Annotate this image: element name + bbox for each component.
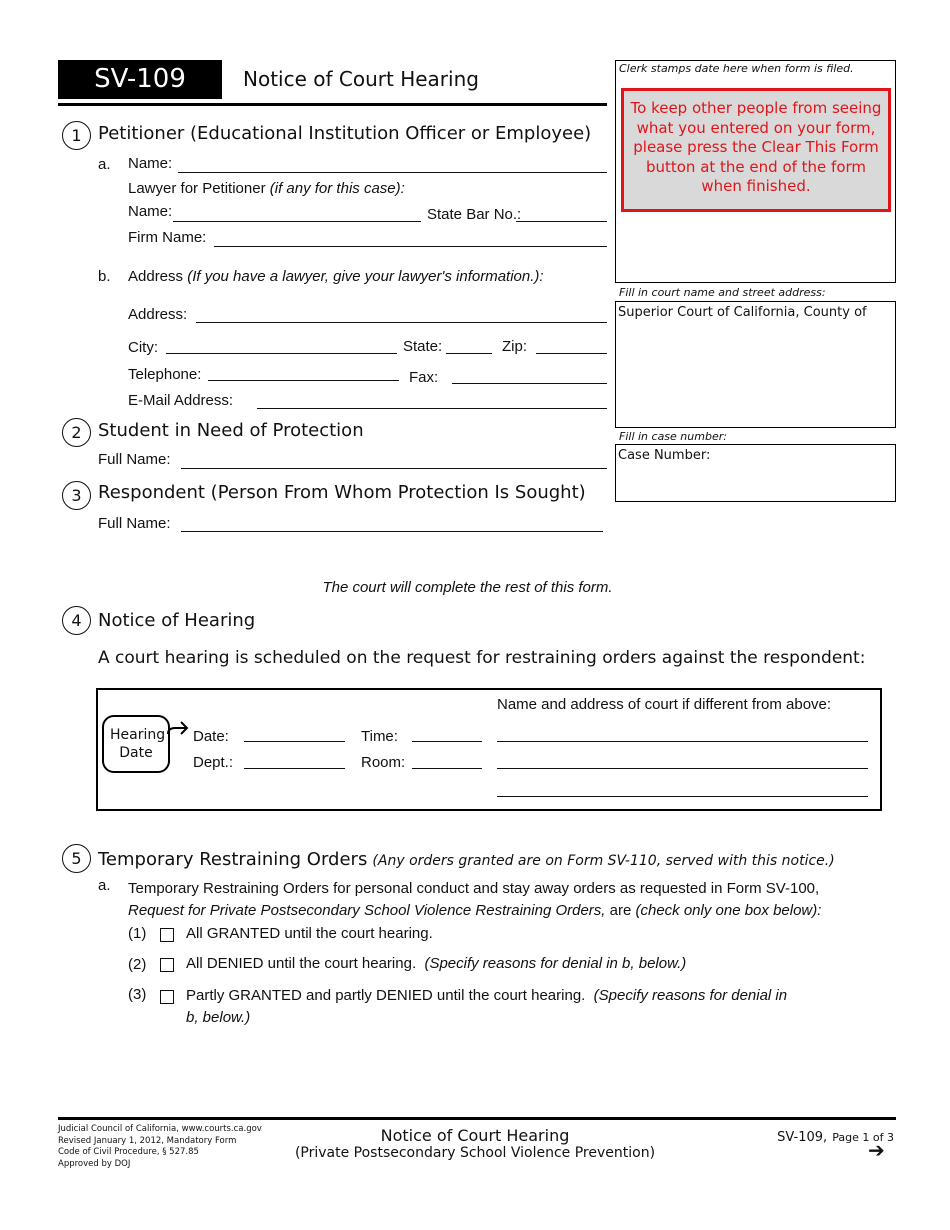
option-2-text: All DENIED until the court hearing. bbox=[186, 955, 417, 972]
footer-subtitle: (Private Postsecondary School Violence Prevention) bbox=[294, 1145, 656, 1161]
footer-line-2: Revised January 1, 2012, Mandatory Form bbox=[58, 1135, 237, 1146]
firm-name-label: Firm Name: bbox=[128, 229, 207, 246]
petitioner-name-label: Name: bbox=[128, 155, 173, 172]
header-rule bbox=[58, 103, 607, 106]
item-5a-are: are bbox=[605, 902, 636, 919]
state-label: State: bbox=[403, 338, 443, 355]
arrow-icon bbox=[167, 719, 191, 737]
zip-input[interactable] bbox=[536, 353, 607, 354]
privacy-notice bbox=[621, 88, 891, 212]
option-2-checkbox[interactable] bbox=[160, 958, 174, 972]
student-name-input[interactable] bbox=[181, 468, 607, 469]
item-5a-letter: a. bbox=[98, 877, 111, 894]
city-label: City: bbox=[128, 339, 158, 356]
hearing-time-input[interactable] bbox=[412, 741, 482, 742]
section-1-title: Petitioner (Educational Institution Officer or Employee) bbox=[98, 123, 592, 144]
section-2-title: Student in Need of Protection bbox=[98, 420, 364, 441]
hearing-room-input[interactable] bbox=[412, 768, 482, 769]
option-1-checkbox[interactable] bbox=[160, 928, 174, 942]
student-name-label: Full Name: bbox=[98, 451, 171, 468]
section-4-number: 4 bbox=[62, 606, 91, 635]
clerk-stamp-label: Clerk stamps date here when form is filed. bbox=[619, 62, 854, 75]
option-3-note-cont: b, below.) bbox=[186, 1009, 251, 1026]
option-2-note: (Specify reasons for denial in b, below.) bbox=[424, 955, 687, 972]
alt-court-input-2[interactable] bbox=[497, 768, 868, 769]
footer-form-id: SV-109, bbox=[777, 1130, 828, 1145]
alt-court-input-3[interactable] bbox=[497, 796, 868, 797]
case-number-value: Case Number: bbox=[618, 448, 711, 463]
footer-page-number: Page 1 of 3 bbox=[832, 1131, 894, 1144]
court-name-value: Superior Court of California, County of bbox=[618, 305, 867, 320]
fax-input[interactable] bbox=[452, 383, 607, 384]
option-3-number: (3) bbox=[128, 986, 147, 1003]
respondent-name-input[interactable] bbox=[181, 531, 603, 532]
section-3-title: Respondent (Person From Whom Protection Is Sought) bbox=[98, 482, 586, 503]
item-5a-instruction: (check only one box below): bbox=[635, 902, 822, 919]
option-3-text: Partly GRANTED and partly DENIED until the court hearing. bbox=[186, 987, 586, 1004]
footer-title-block bbox=[260, 1126, 690, 1161]
zip-label: Zip: bbox=[502, 338, 528, 355]
footer-rule bbox=[58, 1117, 896, 1120]
option-3-checkbox[interactable] bbox=[160, 990, 174, 1004]
firm-name-input[interactable] bbox=[214, 246, 607, 247]
hearing-dept-label: Dept.: bbox=[193, 754, 234, 771]
option-2-number: (2) bbox=[128, 956, 147, 973]
item-b-letter: b. bbox=[98, 268, 111, 285]
alt-court-input-1[interactable] bbox=[497, 741, 868, 742]
fax-label: Fax: bbox=[409, 369, 439, 386]
section-1-number: 1 bbox=[62, 121, 91, 150]
court-name-field[interactable] bbox=[615, 301, 896, 428]
lawyer-name-input[interactable] bbox=[173, 221, 421, 222]
hearing-intro: A court hearing is scheduled on the request for restraining orders against the respondent: bbox=[98, 648, 866, 668]
email-input[interactable] bbox=[257, 408, 607, 409]
hearing-date-input[interactable] bbox=[244, 741, 345, 742]
state-bar-input[interactable] bbox=[516, 221, 607, 222]
address-heading bbox=[128, 268, 544, 285]
telephone-label: Telephone: bbox=[128, 366, 202, 383]
form-id: SV-109 bbox=[94, 64, 186, 94]
form-title: Notice of Court Hearing bbox=[243, 67, 479, 91]
case-number-field[interactable] bbox=[615, 444, 896, 502]
footer-meta bbox=[58, 1124, 262, 1170]
lawyer-label-text: Lawyer for Petitioner bbox=[128, 180, 266, 197]
option-1-label: All GRANTED until the court hearing. bbox=[186, 925, 433, 942]
address-heading-text: Address bbox=[128, 268, 184, 285]
hearing-date-badge bbox=[102, 715, 170, 773]
telephone-input[interactable] bbox=[208, 380, 399, 381]
clerk-stamp-box bbox=[615, 60, 896, 283]
option-2-label bbox=[186, 955, 686, 972]
section-4-title: Notice of Hearing bbox=[98, 610, 256, 631]
hearing-dept-input[interactable] bbox=[244, 768, 345, 769]
respondent-name-label: Full Name: bbox=[98, 515, 171, 532]
footer-line-4: Approved by DOJ bbox=[58, 1158, 131, 1169]
option-3-note: (Specify reasons for denial in bbox=[593, 987, 788, 1004]
address-heading-note: (If you have a lawyer, give your lawyer's information.): bbox=[187, 268, 544, 285]
item-a-letter: a. bbox=[98, 156, 111, 173]
hearing-room-label: Room: bbox=[361, 754, 406, 771]
option-1-number: (1) bbox=[128, 925, 147, 942]
section-2-number: 2 bbox=[62, 418, 91, 447]
hearing-date-label: Date: bbox=[193, 728, 229, 745]
address-input[interactable] bbox=[196, 322, 607, 323]
section-5-number: 5 bbox=[62, 844, 91, 873]
case-number-label: Fill in case number: bbox=[619, 430, 727, 443]
lawyer-name-label: Name: bbox=[128, 203, 173, 220]
item-5a-form-name: Request for Private Postsecondary School Violence Restraining Orders, bbox=[128, 902, 606, 919]
privacy-notice-text: To keep other people from seeing what you entered on your form, please press the Clear This Form button at the end of the form when finished. bbox=[630, 99, 882, 195]
form-id-badge bbox=[58, 60, 222, 99]
city-input[interactable] bbox=[166, 353, 397, 354]
section-5-title-note: (Any orders granted are on Form SV-110, served with this notice.) bbox=[372, 853, 835, 869]
next-page-arrow-icon[interactable]: ➔ bbox=[868, 1138, 885, 1162]
option-3-label bbox=[186, 987, 787, 1004]
alt-court-label: Name and address of court if different from above: bbox=[497, 696, 832, 713]
section-5-title bbox=[98, 849, 835, 870]
hearing-date-badge-text: Hearing Date bbox=[110, 727, 166, 761]
item-5a-line1: Temporary Restraining Orders for personal conduct and stay away orders as requested in Form SV-100, bbox=[128, 880, 820, 897]
court-complete-note: The court will complete the rest of this form. bbox=[322, 579, 613, 596]
address-label: Address: bbox=[128, 306, 188, 323]
footer-line-3: Code of Civil Procedure, § 527.85 bbox=[58, 1147, 199, 1157]
state-bar-label: State Bar No.: bbox=[427, 206, 522, 223]
petitioner-name-input[interactable] bbox=[178, 172, 607, 173]
lawyer-label-note: (if any for this case): bbox=[269, 180, 405, 197]
court-name-label: Fill in court name and street address: bbox=[619, 286, 826, 299]
hearing-time-label: Time: bbox=[361, 728, 398, 745]
item-5a-line2 bbox=[128, 902, 821, 919]
section-3-number: 3 bbox=[62, 481, 91, 510]
email-label: E-Mail Address: bbox=[128, 392, 234, 409]
lawyer-label bbox=[128, 180, 405, 197]
section-5-title-text: Temporary Restraining Orders bbox=[98, 849, 368, 870]
footer-title: Notice of Court Hearing bbox=[380, 1126, 570, 1145]
footer-line-1: Judicial Council of California, www.courts.ca.gov bbox=[58, 1124, 262, 1134]
state-input[interactable] bbox=[446, 353, 492, 354]
